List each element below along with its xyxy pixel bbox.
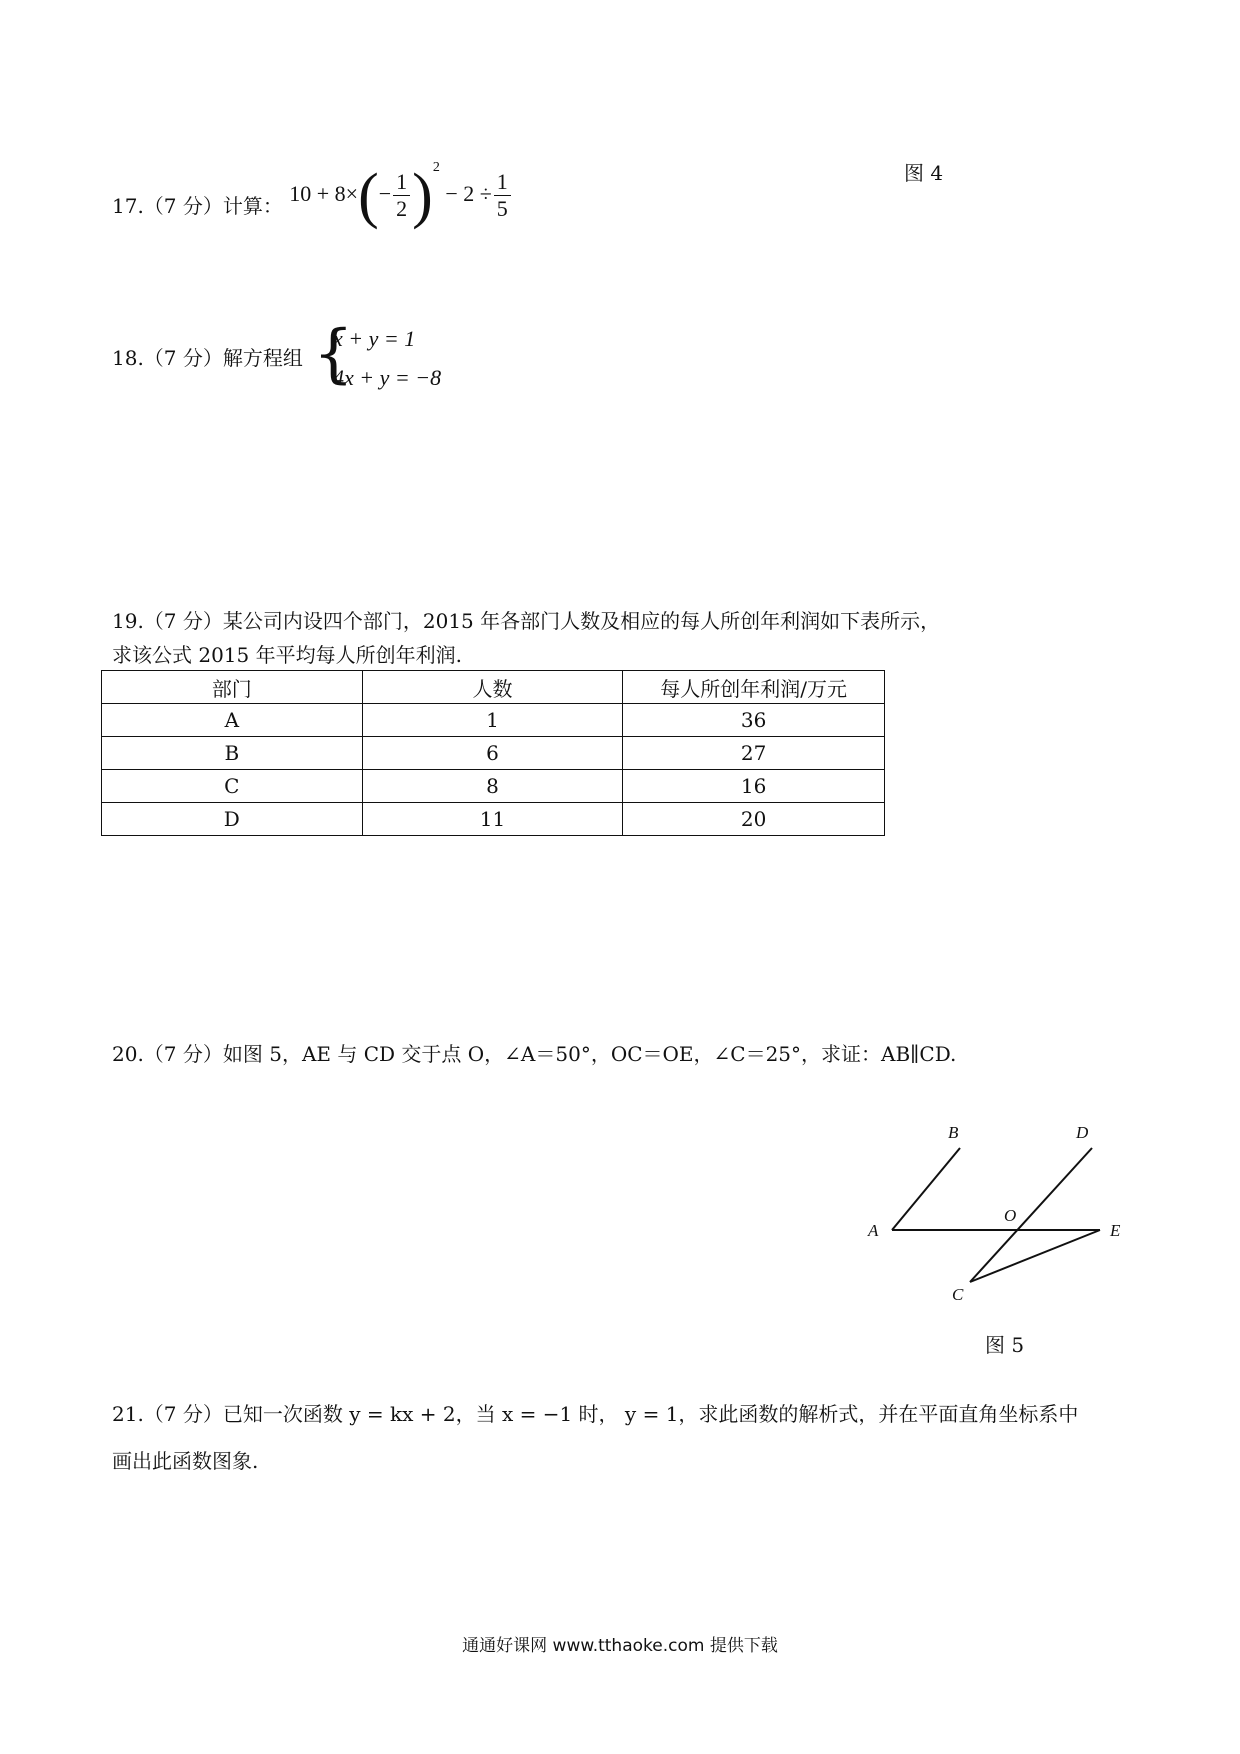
fraction-one-fifth: [494, 169, 511, 222]
segment-cd: [970, 1148, 1092, 1282]
table-cell: 20: [623, 803, 885, 836]
right-paren: ): [412, 161, 433, 230]
segment-ec: [970, 1230, 1100, 1282]
q17-term-1: 10 + 8×: [289, 181, 359, 206]
table-cell: 1: [362, 704, 623, 737]
question-18-label: 18.（7 分）解方程组: [112, 346, 303, 370]
header-cell: 每人所创年利润/万元: [623, 671, 885, 704]
figure-5-diagram: [860, 1110, 1160, 1310]
question-19-line-2: 求该公式 2015 年平均每人所创年利润.: [112, 643, 462, 667]
fraction-one-half: [393, 169, 410, 222]
header-cell: 部门: [102, 671, 363, 704]
question-20: 20.（7 分）如图 5，AE 与 CD 交于点 O，∠A＝50°，OC＝OE，∠C＝25°，求证：AB∥CD.: [112, 1042, 957, 1066]
fraction-numerator: 1: [393, 169, 410, 196]
table-cell: C: [102, 770, 363, 803]
q17-term-2: − 2 ÷: [445, 181, 492, 206]
header-cell: 人数: [362, 671, 623, 704]
table-cell: 11: [362, 803, 623, 836]
point-label-e: E: [1110, 1221, 1121, 1240]
table-cell: 36: [623, 704, 885, 737]
figure-4-caption: 图 4: [904, 161, 944, 185]
page-footer: 通通好课网 www.tthaoke.com 提供下载: [462, 1636, 778, 1656]
fraction-numerator: 1: [494, 169, 511, 196]
profit-table: [101, 670, 885, 836]
table-row: [102, 737, 885, 770]
fraction-denominator: 5: [496, 196, 508, 222]
equation-1: x + y = 1: [333, 326, 416, 351]
point-label-c: C: [952, 1285, 964, 1304]
figure-5-caption: 图 5: [985, 1333, 1025, 1357]
table-row: [102, 803, 885, 836]
table-cell: 27: [623, 737, 885, 770]
table-cell: D: [102, 803, 363, 836]
point-label-b: B: [948, 1123, 959, 1142]
exponent: 2: [432, 160, 440, 175]
segment-ab: [892, 1148, 960, 1230]
table-cell: B: [102, 737, 363, 770]
table-cell: 16: [623, 770, 885, 803]
table-row: [102, 704, 885, 737]
equation-2: 4x + y = −8: [333, 365, 442, 390]
left-brace: {: [313, 317, 354, 391]
question-21-line-1: 21.（7 分）已知一次函数 y = kx + 2，当 x = −1 时， y = 1，求此函数的解析式，并在平面直角坐标系中: [112, 1402, 1079, 1426]
fraction-denominator: 2: [396, 196, 408, 222]
table-cell: 6: [362, 737, 623, 770]
table-row: [102, 770, 885, 803]
table-cell: 8: [362, 770, 623, 803]
point-label-o: O: [1004, 1206, 1017, 1225]
q17-minus: −: [378, 181, 392, 206]
question-17-label: 17.（7 分）计算：: [112, 194, 283, 218]
question-19-line-1: 19.（7 分）某公司内设四个部门，2015 年各部门人数及相应的每人所创年利润如下表所示，: [112, 609, 941, 633]
left-paren: (: [358, 161, 379, 230]
point-label-d: D: [1076, 1123, 1089, 1142]
point-label-a: A: [868, 1221, 879, 1240]
table-header-row: [102, 671, 885, 704]
question-17: [112, 160, 513, 238]
question-21-line-2: 画出此函数图象.: [112, 1449, 259, 1473]
table-cell: A: [102, 704, 363, 737]
